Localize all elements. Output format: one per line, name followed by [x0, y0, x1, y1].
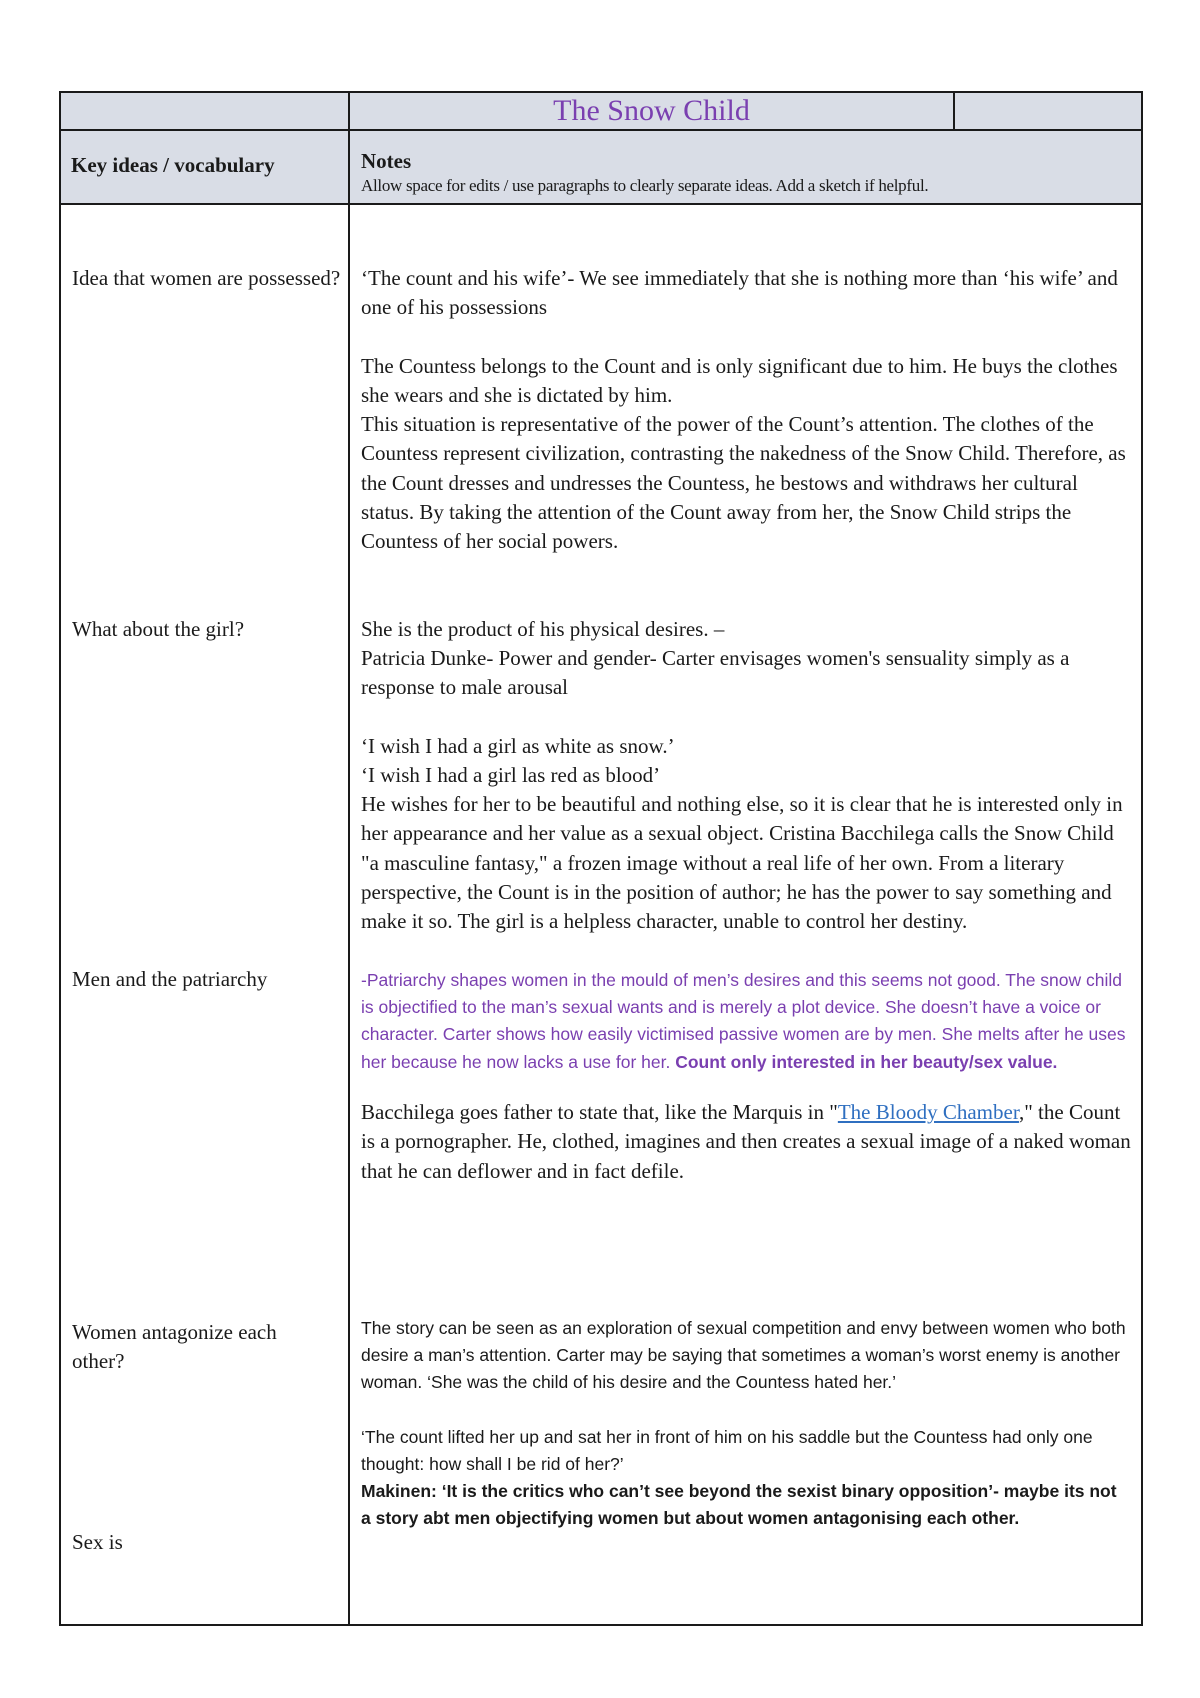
document-title: The Snow Child — [553, 94, 750, 127]
title-empty-cell — [60, 92, 349, 130]
notes-cell — [349, 204, 1142, 1625]
note-patriarchy-purple — [361, 967, 1131, 1076]
key-ideas-cell — [60, 204, 349, 1625]
notes-header-cell — [349, 130, 1142, 204]
note-physical-desires: She is the product of his physical desires. – — [361, 617, 725, 641]
key-idea-patriarchy: Men and the patriarchy — [72, 967, 268, 991]
title-cell — [349, 92, 954, 130]
note-count-attention: This situation is representative of the power of the Count’s attention. The clothes of the Countess represent civilization, contrasting the nakedness of the Snow Child. Therefore, as the Count dresses and undresses the Countess, he bestows and withdraws her cultural status. By taking the attention of the Count away from her, the Snow Child strips the Countess of her social powers. — [361, 412, 1126, 554]
note-possessions: ‘The count and his wife’- We see immediately that she is nothing more than ‘his wife’ and one of his possessions — [361, 266, 1118, 320]
key-header-cell — [60, 130, 349, 204]
header-row — [60, 130, 1142, 204]
notes-label: Notes — [361, 149, 412, 173]
notes-table — [59, 91, 1143, 1626]
title-side-cell — [954, 92, 1142, 130]
note-bacchilega-pre: Bacchilega goes father to state that, like the Marquis in " — [361, 1100, 838, 1124]
title-row — [60, 92, 1142, 130]
note-quote-white: ‘I wish I had a girl as white as snow.’ — [361, 734, 675, 758]
notes-instruction: Allow space for edits / use paragraphs to clearly separate ideas. Add a sketch if helpful. — [361, 176, 929, 195]
note-patricia-dunke: Patricia Dunke- Power and gender- Carter envisages women's sensuality simply as a response to male arousal — [361, 646, 1070, 700]
bloody-chamber-link[interactable]: The Bloody Chamber — [837, 1100, 1019, 1124]
note-beauty-sex-value: Count only interested in her beauty/sex value. — [675, 1051, 1058, 1072]
note-bacchilega — [361, 1098, 1131, 1186]
note-bacchilega-post: ," the Count is a pornographer. He, clothed, imagines and then creates a sexual image of a naked woman that he can deflower and in fact defile. — [361, 1100, 1131, 1183]
key-idea-girl: What about the girl? — [72, 617, 245, 641]
note-countess-belongs: The Countess belongs to the Count and is only significant due to him. He buys the clothes she wears and she is dictated by him. — [361, 354, 1118, 408]
key-idea-possessed: Idea that women are possessed? — [72, 266, 341, 290]
note-count-lifted: ‘The count lifted her up and sat her in front of him on his saddle but the Countess had only one thought: how shall I be rid of her?’ — [361, 1427, 1093, 1475]
key-ideas-label: Key ideas / vocabulary — [71, 153, 275, 177]
key-idea-sex: Sex is — [72, 1530, 123, 1554]
body-row — [60, 204, 1142, 1625]
note-beautiful: He wishes for her to be beautiful and nothing else, so it is clear that he is interested only in her appearance and her value as a sexual object. Cristina Bacchilega calls the Snow Child "a masculine fantasy," a frozen image without a real life of her own. From a literary perspective, the Count is in the position of author; he has the power to say something and make it so. The girl is a helpless character, unable to control her destiny. — [361, 792, 1123, 934]
note-patriarchy-text: -Patriarchy shapes women in the mould of men’s desires and this seems not good. The snow child is objectified to the man’s sexual wants and is merely a plot device. She doesn’t have a voice or character. Carter shows how easily victimised passive women are by men. She melts after he uses her because he now lacks a use for her. — [361, 970, 1126, 1072]
note-makinen: Makinen: ‘It is the critics who can’t see beyond the sexist binary opposition’- maybe its not a story abt men objectifying women but about women antagonising each other. — [361, 1481, 1117, 1529]
note-quote-red: ‘I wish I had a girl las red as blood’ — [361, 763, 661, 787]
key-idea-antagonize: Women antagonize each other? — [72, 1320, 277, 1374]
note-sexual-competition: The story can be seen as an exploration of sexual competition and envy between women who both desire a man’s attention. Carter may be saying that sometimes a woman’s worst enemy is another woman. ‘She was the child of his desire and the Countess hated her.’ — [361, 1318, 1126, 1393]
